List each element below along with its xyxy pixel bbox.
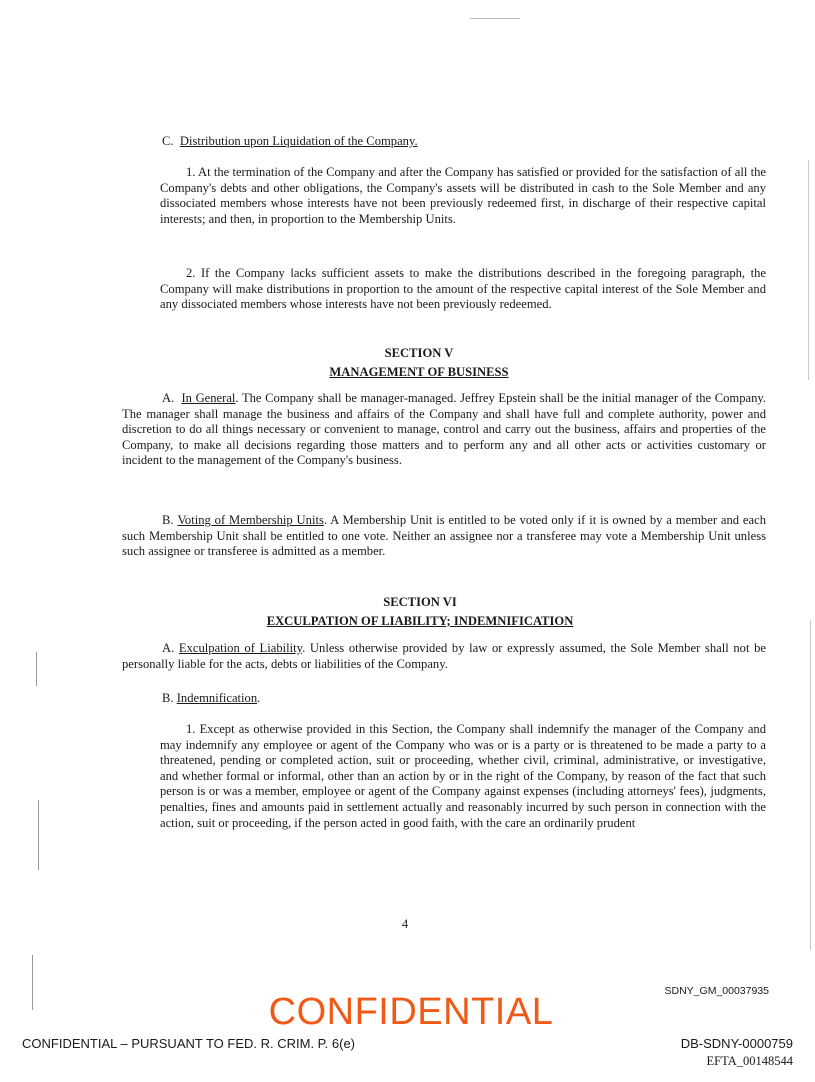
scan-edge-line bbox=[38, 800, 39, 870]
section-5-heading bbox=[219, 346, 619, 380]
section-5-b-text: . A Membership Unit is entitled to be voted only if it is owned by a member and each such Membership Unit shall be entitled to one vote. Neither an assignee nor a transferee may vote a Membership Unit unless such assignee or transferee is admitted as a member. bbox=[122, 513, 767, 559]
scan-edge-line bbox=[810, 620, 811, 950]
confidential-stamp: CONFIDENTIAL bbox=[268, 991, 554, 1033]
scan-edge-line bbox=[36, 652, 37, 686]
bates-number-efta: EFTA_00148544 bbox=[706, 1054, 793, 1068]
bates-number-gm: SDNY_GM_00037935 bbox=[664, 985, 769, 997]
section-6-b-paragraph-1: 1. Except as otherwise provided in this Section, the Company shall indemnify the manager of the Company and may indemnify any employee or agent of the Company who was or is a party or is threatened to be made a party to a threatened, pending or completed action, suit or proceeding, whether civil, criminal, administrative, or investigative, and whether formal or informal, other than an action by or in the right of the Company, by reason of the fact that such person is or was a member, employee or agent of the Company against expenses (including attorneys' fees), judgments, penalties, fines and amounts paid in settlement actually and reasonably incurred by such person in connection with the action, suit or proceeding, if the person acted in good faith, with the care an ordinarily prudent bbox=[160, 722, 766, 830]
section-c-title: Distribution upon Liquidation of the Company. bbox=[179, 134, 418, 148]
section-5-a-label: A. bbox=[162, 391, 175, 405]
section-6-b-heading bbox=[162, 691, 260, 707]
section-6-b-trail: . bbox=[257, 691, 261, 705]
section-6-b-label: B. bbox=[162, 691, 174, 705]
section-5-a-title: In General bbox=[181, 391, 236, 405]
section-c-paragraph-1: 1. At the termination of the Company and after the Company has satisfied or provided for the satisfaction of all the Company's debts and other obligations, the Company's assets will be distributed in cash to the Sole Member and any dissociated members whose interests have not been previously redeemed first, in discharge of their respective capital interests; and then, in proportion to the Membership Units. bbox=[160, 165, 766, 226]
section-6-b-title: Indemnification bbox=[176, 691, 258, 705]
page-number: 4 bbox=[401, 917, 409, 931]
section-6-title: EXCULPATION OF LIABILITY; INDEMNIFICATION bbox=[266, 613, 574, 628]
section-6-a-title: Exculpation of Liability bbox=[178, 641, 303, 655]
section-5-b-title: Voting of Membership Units bbox=[177, 513, 324, 527]
bates-number-db: DB-SDNY-0000759 bbox=[680, 1036, 793, 1051]
section-6-number: SECTION VI bbox=[383, 595, 457, 609]
section-5-title: MANAGEMENT OF BUSINESS bbox=[329, 364, 509, 379]
scan-artifact bbox=[470, 18, 520, 19]
section-c-heading bbox=[162, 134, 418, 150]
confidential-notice: CONFIDENTIAL – PURSUANT TO FED. R. CRIM. P. 6(e) bbox=[22, 1036, 356, 1051]
section-6-paragraph-a bbox=[122, 641, 766, 672]
section-5-paragraph-b bbox=[122, 513, 766, 560]
section-5-number: SECTION V bbox=[384, 346, 454, 360]
scan-edge-line bbox=[32, 955, 33, 1010]
section-6-a-label: A. bbox=[162, 641, 175, 655]
section-c-paragraph-2: 2. If the Company lacks sufficient assets to make the distributions described in the foregoing paragraph, the Company will make distributions in proportion to the amount of the respective capital interest of the Sole Member and any dissociated members whose interests have not been previously redeemed. bbox=[160, 266, 766, 312]
section-5-a-text: . The Company shall be manager-managed. Jeffrey Epstein shall be the initial manager of the Company. The manager shall manage the business and affairs of the Company and shall have full and complete authority, power and discretion to do all things necessary or convenient to manage, control and carry out the business, affairs and properties of the Company, to make all decisions regarding those matters and to perform any and all other acts or activities customary or incident to the management of the Company's business. bbox=[122, 391, 767, 468]
section-5-b-label: B. bbox=[162, 513, 174, 527]
section-6-a-text: . Unless otherwise provided by law or expressly assumed, the Sole Member shall not be personally liable for the acts, debts or liabilities of the Company. bbox=[122, 641, 766, 671]
section-5-paragraph-a bbox=[122, 391, 766, 469]
section-c-label: C. bbox=[162, 134, 174, 148]
section-6-heading bbox=[190, 595, 650, 629]
scan-edge-line bbox=[808, 160, 809, 380]
